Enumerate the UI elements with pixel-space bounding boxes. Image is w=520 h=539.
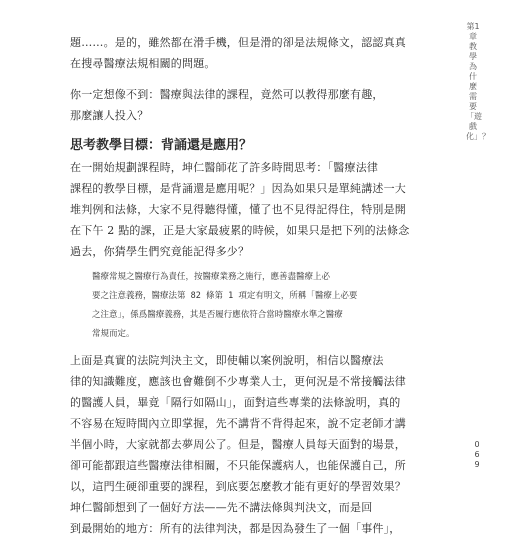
chapter-sidebar-title: 第1章 教學為什麼需要「遊戲化」？	[466, 22, 490, 141]
text-line: 那麼讓人投入？	[70, 109, 149, 122]
paragraph-4	[70, 350, 406, 497]
text-line: 的醫護人員，畢竟「隔行如隔山」，面對這些專業的法條說明，真的	[70, 396, 401, 409]
paragraph-5	[70, 497, 400, 539]
text-line: 在一開始規劃課程時，坤仁醫師花了許多時間思考：「醫療法律	[70, 161, 379, 174]
text-line: 卻可能都跟這些醫療法律相關，不只能保護病人，也能保護自己，所	[70, 459, 406, 472]
text-line: 不容易在短時間內立即掌握，先不講背不背得起來，說不定老師才講	[70, 417, 406, 430]
text-line: 過去，你猜學生們究竟能記得多少？	[70, 245, 250, 258]
paragraph-2	[70, 84, 400, 126]
quote-line: 常規而定。	[92, 329, 135, 339]
text-line: 在下午 2 點的課，正是大家最疲累的時候，如果只是把下列的法條念	[70, 224, 410, 237]
text-line: 到最開始的地方：所有的法律判決，都是因為發生了一個「事件」，	[70, 522, 401, 535]
text-line: 半個小時，大家就都去夢周公了。但是，醫療人員每天面對的場景，	[70, 438, 406, 451]
section-heading: 思考教學目標：背誦還是應用？	[70, 138, 253, 153]
text-line: 你一定想像不到：醫療與法律的課程，竟然可以教得那麼有趣，	[70, 88, 384, 101]
quote-line: 之注意」，係爲醫療義務，其是否履行應依符合當時醫療水準之醫療	[92, 310, 343, 320]
page-number: 069	[474, 440, 480, 469]
paragraph-3	[70, 157, 410, 262]
court-ruling-quote	[70, 262, 400, 350]
text-line: 堆判例和法條，大家不見得聽得懂，懂了也不見得記得住，特別是開	[70, 203, 406, 216]
page-body	[70, 32, 410, 539]
quote-line: 要之注意義務，醫療法第 82 條第 1 項定有明文，所稱「醫療上必要	[92, 291, 358, 301]
text-line: 律的知識難度，應該也會難倒不少專業人士，更何況是不常接觸法律	[70, 375, 406, 388]
text-line: 坤仁醫師想到了一個好方法——先不講法條與判決文，而是回	[70, 501, 373, 514]
text-line: 以，這門生硬卻重要的課程，到底要怎麼教才能有更好的學習效果？	[70, 480, 406, 493]
paragraph-1	[70, 32, 406, 74]
text-line: 上面是真實的法院判決主文，即使輔以案例說明，相信以醫療法	[70, 354, 384, 367]
text-line: 課程的教學目標，是背誦還是應用呢？」因為如果只是單純講述一大	[70, 182, 406, 195]
text-line: 在搜尋醫療法規相關的問題。	[70, 57, 216, 70]
text-line: 題……。是的，雖然都在滑手機，但是滑的卻是法規條文，認認真真	[70, 36, 406, 49]
quote-line: 醫療常規之醫療行為責任，按醫療業務之施行，應善盡醫療上必	[92, 272, 331, 282]
